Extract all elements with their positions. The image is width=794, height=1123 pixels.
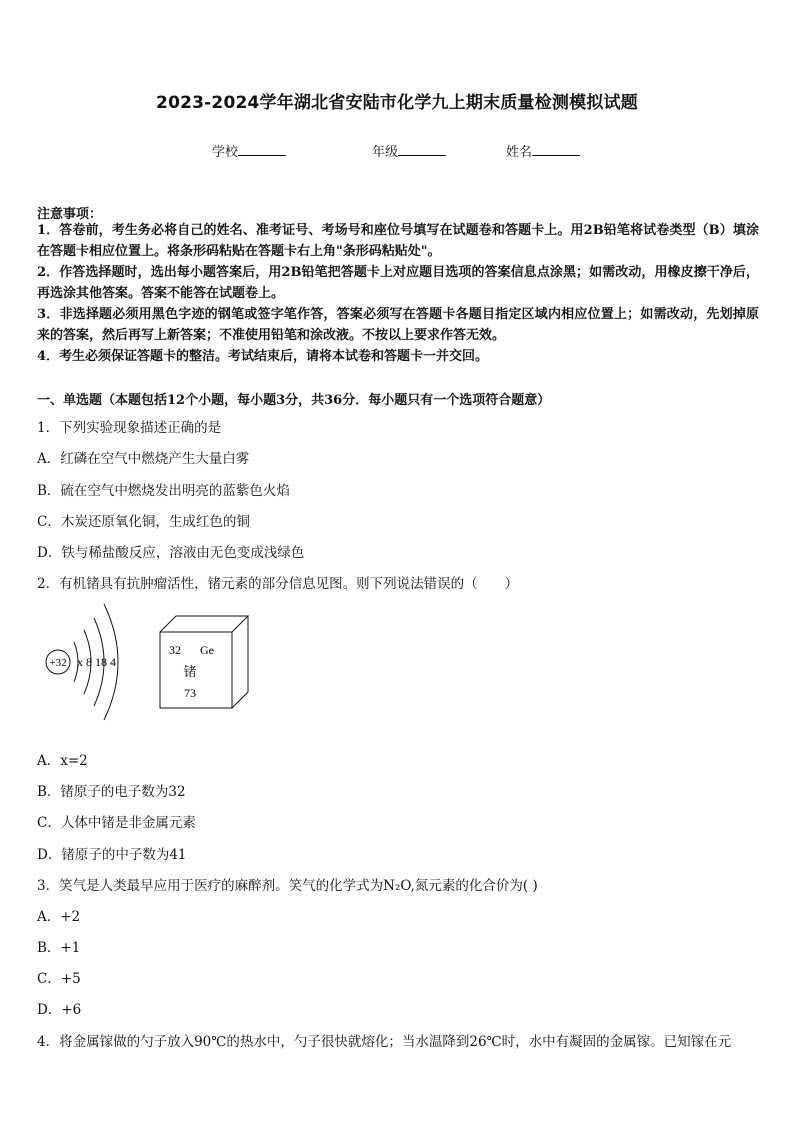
element-symbol: Ge <box>200 643 214 657</box>
notes-heading: 注意事项： <box>37 207 103 222</box>
note-item: 2．作答选择题时，选出每小题答案后，用2B铅笔把答题卡上对应题目选项的答案信息点涂黑；如需改动，用橡皮擦干净后，再选涂其他答案。答案不能答在试题卷上。 <box>37 265 759 301</box>
question-1-option-b: B．硫在空气中燃烧发出明亮的蓝紫色火焰 <box>37 483 290 499</box>
name-field[interactable] <box>506 141 580 160</box>
question-3-stem: 3．笑气是人类最早应用于医疗的麻醉剂。笑气的化学式为N₂O,氮元素的化合价为( ) <box>37 878 538 894</box>
question-4-stem: 4．将金属镓做的勺子放入90℃的热水中，勺子很快就熔化；当水温降到26℃时，水中有凝固的金属镓。已知镓在元 <box>37 1034 732 1050</box>
atomic-mass: 73 <box>184 686 196 700</box>
grade-blank[interactable] <box>398 143 446 156</box>
question-3-option-c: C．+5 <box>37 971 81 987</box>
element-cube <box>160 616 248 708</box>
question-2-option-d: D．锗原子的中子数为41 <box>37 847 187 863</box>
note-item: 1．答卷前，考生务必将自己的姓名、准考证号、考场号和座位号填写在试题卷和答题卡上。用2B铅笔将试卷类型（B）填涂在答题卡相应位置上。将条形码粘贴在答题卡右上角"条形码粘贴处"。 <box>37 223 759 259</box>
question-1-option-d: D．铁与稀盐酸反应，溶液由无色变成浅绿色 <box>37 545 305 561</box>
question-2-stem: 2．有机锗具有抗肿瘤活性，锗元素的部分信息见图。则下列说法错误的（ ） <box>37 576 519 592</box>
nucleus-charge: +32 <box>49 657 67 669</box>
question-1-stem: 1．下列实验现象描述正确的是 <box>37 420 222 436</box>
question-2-option-b: B．锗原子的电子数为32 <box>37 784 186 800</box>
note-item: 3．非选择题必须用黑色字迹的钢笔或签字笔作答，答案必须写在答题卡各题目指定区域内相应位置上；如需改动，先划掉原来的答案，然后再写上新答案；不准使用铅笔和涂改液。不按以上要求作答无效。 <box>37 307 759 343</box>
atomic-number: 32 <box>169 643 181 657</box>
school-field[interactable] <box>212 141 286 160</box>
note-item: 4．考生必须保证答题卡的整洁。考试结束后，请将本试卷和答题卡一并交回。 <box>37 349 489 364</box>
electron-shells: x 8 18 4 <box>77 655 116 669</box>
question-3-option-a: A．+2 <box>37 909 81 925</box>
name-blank[interactable] <box>532 143 580 156</box>
question-3-option-d: D．+6 <box>37 1002 82 1018</box>
question-2-option-c: C．人体中锗是非金属元素 <box>37 815 196 831</box>
grade-field[interactable] <box>372 141 446 160</box>
element-name: 锗 <box>183 664 197 679</box>
germanium-figure <box>38 598 278 728</box>
question-1-option-a: A．红磷在空气中燃烧产生大量白雾 <box>37 451 250 467</box>
question-1-option-c: C．木炭还原氧化铜，生成红色的铜 <box>37 514 250 530</box>
grade-label: 年级 <box>372 145 399 160</box>
school-blank[interactable] <box>238 143 286 156</box>
atom-structure-diagram <box>46 604 118 720</box>
school-label: 学校 <box>212 145 239 160</box>
page-title: 2023-2024学年湖北省安陆市化学九上期末质量检测模拟试题 <box>156 93 638 113</box>
section-heading: 一、单选题（本题包括12个小题，每小题3分，共36分．每小题只有一个选项符合题意） <box>37 393 551 408</box>
name-label: 姓名 <box>506 145 533 160</box>
question-2-option-a: A．x=2 <box>37 753 88 769</box>
question-3-option-b: B．+1 <box>37 940 81 956</box>
cube-top <box>160 616 248 632</box>
